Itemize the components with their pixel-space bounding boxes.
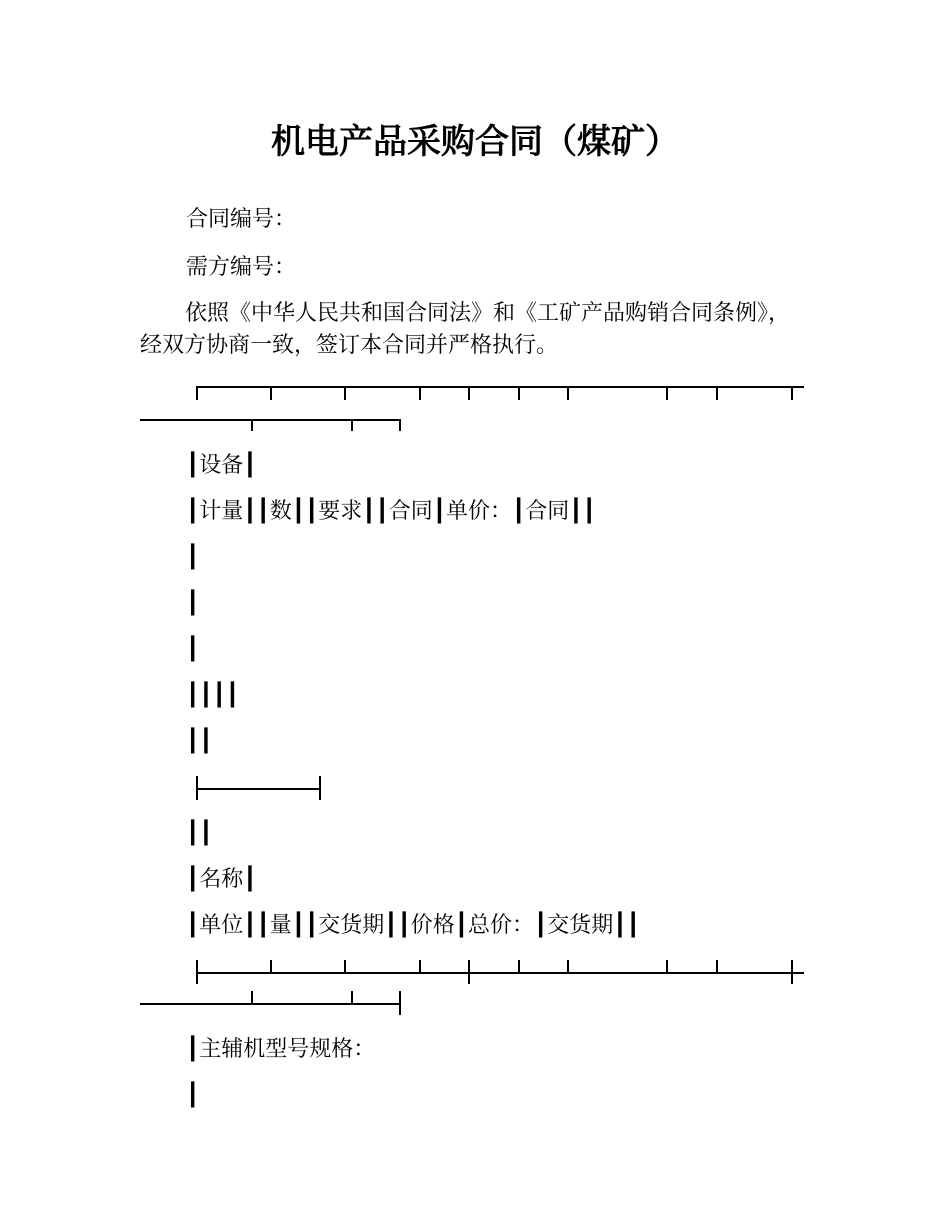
table-row-cells: ┃┃┃┃ (186, 683, 239, 708)
table-row-header-1: ┃计量┃┃数┃┃要求┃┃合同┃单价：┃合同┃┃ (186, 499, 596, 524)
table-row-blank: ┃ (186, 637, 200, 662)
table-row-blank: ┃ (186, 591, 200, 616)
intro-paragraph: 依照《中华人民共和国合同法》和《工矿产品购销合同条例》，经双方协商一致，签订本合同并严格执行。 (140, 301, 791, 358)
table-row-blank: ┃ (186, 1083, 200, 1108)
table-row-cells: ┃┃ (186, 729, 213, 754)
table-row-spec: ┃主辅机型号规格： (186, 1037, 376, 1062)
table-row-blank: ┃ (186, 545, 200, 570)
document-title: 机电产品采购合同（煤矿） (271, 122, 679, 162)
contract-number-label: 合同编号： (186, 207, 297, 232)
table-row-header-2: ┃单位┃┃量┃┃交货期┃┃价格┃总价：┃交货期┃┃ (186, 913, 640, 938)
table-row-name: ┃名称┃ (186, 867, 257, 892)
buyer-number-label: 需方编号： (186, 255, 297, 280)
table-row-cells: ┃┃ (186, 821, 213, 846)
table-row-equipment: ┃设备┃ (186, 453, 257, 478)
